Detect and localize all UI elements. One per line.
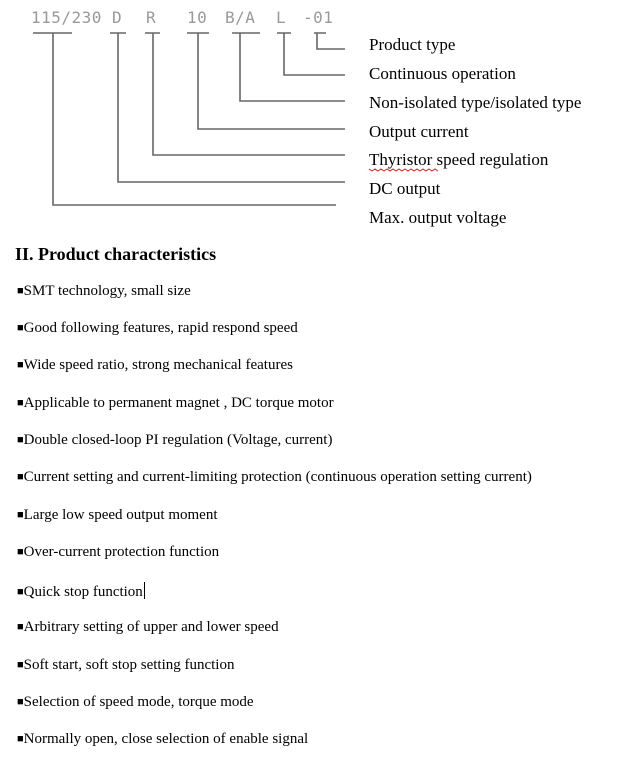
bracket-continuous <box>277 33 345 75</box>
label-thyristor-regulation: Thyristor speed regulation <box>369 150 549 169</box>
bullet-icon: ■ <box>17 359 24 371</box>
feature-text: Wide speed ratio, strong mechanical features <box>23 357 293 373</box>
code-segment-voltage: 115/230 <box>31 8 102 27</box>
code-segment-dc: D <box>112 8 123 27</box>
feature-item <box>17 432 332 449</box>
feature-item <box>17 283 191 300</box>
bullet-icon: ■ <box>17 696 24 708</box>
bracket-isolation <box>232 33 345 101</box>
feature-text: Arbitrary setting of upper and lower speed <box>23 619 279 635</box>
feature-item <box>17 507 218 524</box>
bullet-icon: ■ <box>17 659 24 671</box>
bullet-icon: ■ <box>17 546 24 558</box>
bracket-product-type <box>314 33 345 49</box>
feature-text: Current setting and current-limiting protection (continuous operation setting current) <box>23 469 532 485</box>
bullet-icon: ■ <box>17 733 24 745</box>
text-cursor <box>144 582 145 599</box>
bracket-voltage <box>33 33 336 205</box>
feature-item <box>17 582 145 601</box>
section-title: II. Product characteristics <box>15 244 217 264</box>
code-segment-current: 10 <box>187 8 208 27</box>
feature-item <box>17 544 219 561</box>
bullet-icon: ■ <box>17 586 24 598</box>
feature-item <box>17 469 532 486</box>
feature-item <box>17 619 279 636</box>
bracket-thyristor <box>145 33 345 155</box>
label-output-current: Output current <box>369 122 469 141</box>
feature-text: Applicable to permanent magnet , DC torque motor <box>23 395 334 411</box>
code-segment-continuous: L <box>276 8 287 27</box>
feature-item <box>17 694 254 711</box>
code-segment-thyristor: R <box>146 8 157 27</box>
bullet-icon: ■ <box>17 322 24 334</box>
feature-text: Soft start, soft stop setting function <box>23 657 235 673</box>
bullet-icon: ■ <box>17 434 24 446</box>
label-max-output-voltage: Max. output voltage <box>369 208 507 227</box>
feature-text: Large low speed output moment <box>23 507 218 523</box>
feature-text: Double closed-loop PI regulation (Voltage, current) <box>23 432 333 448</box>
bullet-icon: ■ <box>17 397 24 409</box>
feature-text: Quick stop function <box>23 584 143 600</box>
feature-item <box>17 357 293 374</box>
bullet-icon: ■ <box>17 471 24 483</box>
feature-text: Selection of speed mode, torque mode <box>23 694 254 710</box>
bullet-icon: ■ <box>17 509 24 521</box>
feature-text: Good following features, rapid respond speed <box>23 320 298 336</box>
bullet-icon: ■ <box>17 285 24 297</box>
feature-item <box>17 320 298 337</box>
feature-text: SMT technology, small size <box>23 283 191 299</box>
bullet-icon: ■ <box>17 621 24 633</box>
feature-item <box>17 731 308 748</box>
spellcheck-underline <box>369 169 438 171</box>
feature-text: Over-current protection function <box>23 544 220 560</box>
label-dc-output: DC output <box>369 179 441 198</box>
label-continuous-operation: Continuous operation <box>369 64 516 83</box>
code-segment-isolation: B/A <box>225 8 256 27</box>
label-product-type: Product type <box>369 35 456 54</box>
feature-text: Normally open, close selection of enable signal <box>23 731 309 747</box>
feature-item <box>17 657 234 674</box>
bracket-current <box>187 33 345 129</box>
bracket-dc <box>110 33 345 182</box>
code-segment-product-type: -01 <box>303 8 334 27</box>
label-isolation-type: Non-isolated type/isolated type <box>369 93 582 112</box>
feature-item <box>17 395 334 412</box>
model-code-diagram <box>0 0 640 240</box>
